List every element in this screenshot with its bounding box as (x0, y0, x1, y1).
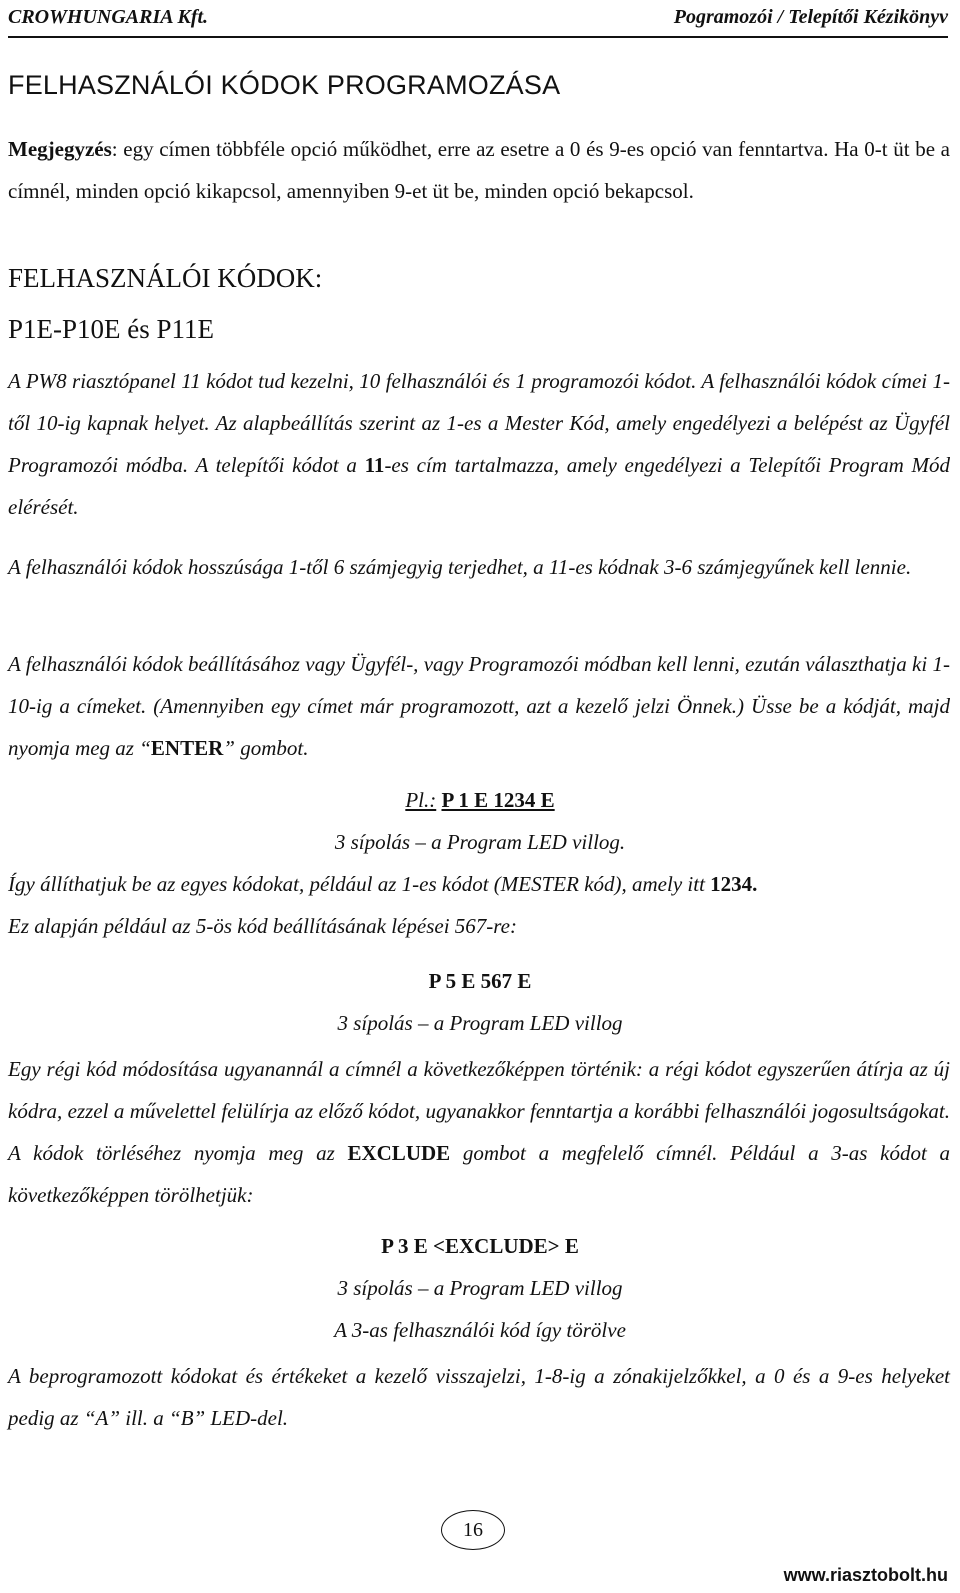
note-paragraph (8, 128, 950, 212)
para4-text-b: gombot a megfelelő címnél. Például a 3-as kódot a következőképpen törölhetjük: (8, 1141, 951, 1207)
para1-bold: 11 (364, 453, 385, 477)
para4-bold-exclude: EXCLUDE (347, 1141, 451, 1165)
example2-result: 3 sípolás – a Program LED villog (337, 1011, 623, 1035)
para4-text-a: Egy régi kód módosítása ugyanannál a címnél a következőképpen történik: a régi kódot egyszerűen átírja az új kódra, ezzel a művelettel felülírja az előző kódot, ugyanakkor fenntartja a korábbi felhasználói jogosultságokat. A kódok törléséhez nyomja meg az (8, 1057, 950, 1165)
paragraph-code-setup (8, 643, 950, 769)
para1-text-a: A PW8 riasztópanel 11 kódot tud kezelni, 10 felhasználói és 1 programozói kódot. A felhasználói kódok címei 1-től 10-ig kapnak helyet. Az alapbeállítás szerint az 1-es a Mester Kód, amely engedélyezi a belépést az Ügyfél Programozói módba. A telepítői kódot a (8, 369, 950, 477)
page-number: 16 (463, 1518, 483, 1541)
line-example-5: Ez alapján például az 5-ös kód beállításának lépései 567-re: (8, 914, 517, 938)
para3-bold-enter: ENTER (150, 736, 224, 760)
paragraph-code-length: A felhasználói kódok hosszúsága 1-től 6 számjegyig terjedhet, a 11-es kódnak 3-6 számjegyűnek kell lennie. (8, 555, 912, 579)
note-label: Megjegyzés (8, 137, 112, 161)
header-company: CROWHUNGARIA Kft. (8, 6, 209, 28)
header-rule (8, 36, 948, 38)
paragraph-codes-intro (8, 360, 950, 528)
example1-prefix: Pl.: (405, 788, 437, 812)
footer-url: www.riasztobolt.hu (783, 1565, 948, 1585)
line-mester-code (8, 872, 757, 897)
page-number-oval (441, 1510, 505, 1550)
header-document-title: Pogramozói / Telepítői Kézikönyv (673, 6, 948, 28)
section-heading: FELHASZNÁLÓI KÓDOK: (8, 263, 323, 293)
example2-code: P 5 E 567 E (428, 969, 532, 993)
example1-code-line (0, 788, 960, 813)
para3-text-a: A felhasználói kódok beállításához vagy Ügyfél-, vagy Programozói módban kell lenni, ezután választhatja ki 1-10-ig a címeket. (Amennyiben egy címet már programozott, azt a kezelő jelzi Önnek.) Üsse be a kódját, majd nyomja meg az “ (8, 652, 950, 760)
example3-result: 3 sípolás – a Program LED villog (337, 1276, 623, 1300)
paragraph-code-modify (8, 1048, 950, 1216)
example3-result2: A 3-as felhasználói kód így törölve (334, 1318, 626, 1342)
sub-heading: P1E-P10E és P11E (8, 314, 215, 344)
example1-code: P 1 E 1234 E (441, 788, 555, 812)
para3-text-b: ” gombot. (223, 736, 309, 760)
line1-bold: 1234. (710, 872, 758, 896)
example1-result: 3 sípolás – a Program LED villog. (334, 830, 626, 854)
note-text: : egy címen többféle opció működhet, erre az esetre a 0 és 9-es opció van fenntartva. Ha 0-t üt be a címnél, minden opció kikapcsol, amennyiben 9-et üt be, minden opció bekapcsol. (8, 137, 950, 203)
paragraph-feedback: A beprogramozott kódokat és értékeket a kezelő visszajelzi, 1-8-ig a zónakijelzőkkel, a 0 és a 9-es helyeket pedig az “A” ill. a “B” LED-del. (8, 1364, 950, 1430)
page-title: FELHASZNÁLÓI KÓDOK PROGRAMOZÁSA (8, 70, 561, 100)
para1-text-b: -es cím tartalmazza, amely engedélyezi a Telepítői Program Mód elérését. (8, 453, 950, 519)
example3-code: P 3 E <EXCLUDE> E (381, 1234, 579, 1258)
line1-text: Így állíthatjuk be az egyes kódokat, például az 1-es kódot (MESTER kód), amely itt (8, 872, 711, 896)
